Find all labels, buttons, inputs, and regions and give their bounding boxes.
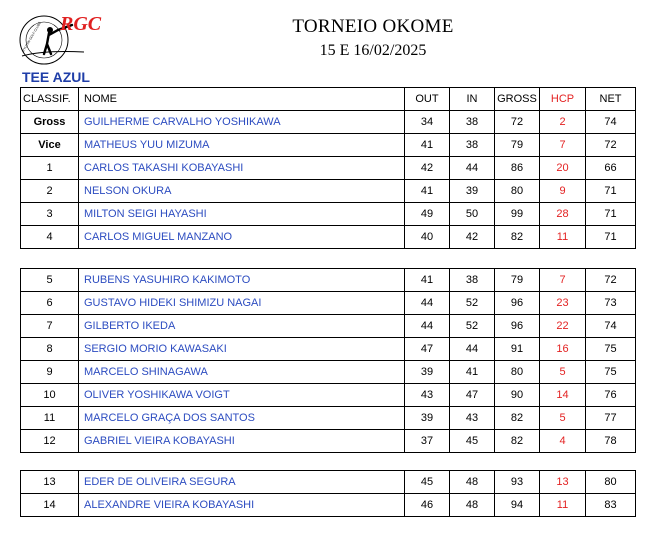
in-cell: 38 — [450, 111, 495, 134]
results-table-3 — [20, 470, 636, 517]
table-row — [21, 180, 636, 203]
classif-cell: Vice — [21, 134, 79, 157]
hcp-cell: 16 — [540, 338, 586, 361]
hcp-cell: 4 — [540, 430, 586, 453]
in-cell: 41 — [450, 361, 495, 384]
hcp-cell: 7 — [540, 134, 586, 157]
out-cell: 37 — [405, 430, 450, 453]
tee-label: TEE AZUL — [22, 69, 90, 85]
net-cell: 71 — [586, 226, 636, 249]
hcp-cell: 9 — [540, 180, 586, 203]
out-cell: 40 — [405, 226, 450, 249]
player-name-cell: MARCELO GRAÇA DOS SANTOS — [79, 407, 405, 430]
net-cell: 74 — [586, 315, 636, 338]
classif-cell: 12 — [21, 430, 79, 453]
hcp-cell: 11 — [540, 226, 586, 249]
hcp-cell: 11 — [540, 494, 586, 517]
table-row — [21, 494, 636, 517]
table-row — [21, 203, 636, 226]
net-cell: 78 — [586, 430, 636, 453]
col-out: OUT — [405, 88, 450, 111]
classif-cell: 13 — [21, 471, 79, 494]
table-row — [21, 134, 636, 157]
net-cell: 74 — [586, 111, 636, 134]
in-cell: 38 — [450, 269, 495, 292]
classif-cell: 1 — [21, 157, 79, 180]
out-cell: 39 — [405, 361, 450, 384]
golfer-logo-icon — [14, 6, 110, 68]
net-cell: 71 — [586, 203, 636, 226]
classif-cell: 5 — [21, 269, 79, 292]
gross-cell: 79 — [495, 269, 540, 292]
hcp-cell: 13 — [540, 471, 586, 494]
net-cell: 83 — [586, 494, 636, 517]
net-cell: 75 — [586, 338, 636, 361]
gross-cell: 72 — [495, 111, 540, 134]
col-classif: CLASSIF. — [21, 88, 79, 111]
hcp-cell: 7 — [540, 269, 586, 292]
out-cell: 41 — [405, 180, 450, 203]
table-row — [21, 111, 636, 134]
classif-cell: 9 — [21, 361, 79, 384]
table-row — [21, 157, 636, 180]
classif-cell: 8 — [21, 338, 79, 361]
in-cell: 52 — [450, 292, 495, 315]
player-name-cell: GABRIEL VIEIRA KOBAYASHI — [79, 430, 405, 453]
hcp-cell: 14 — [540, 384, 586, 407]
classif-cell: 6 — [21, 292, 79, 315]
gross-cell: 86 — [495, 157, 540, 180]
table-header-row — [21, 88, 636, 111]
net-cell: 73 — [586, 292, 636, 315]
player-name-cell: OLIVER YOSHIKAWA VOIGT — [79, 384, 405, 407]
table-row — [21, 384, 636, 407]
in-cell: 44 — [450, 338, 495, 361]
net-cell: 80 — [586, 471, 636, 494]
in-cell: 50 — [450, 203, 495, 226]
table-row — [21, 269, 636, 292]
col-in: IN — [450, 88, 495, 111]
col-net: NET — [586, 88, 636, 111]
classif-cell: 3 — [21, 203, 79, 226]
in-cell: 45 — [450, 430, 495, 453]
hcp-cell: 23 — [540, 292, 586, 315]
in-cell: 39 — [450, 180, 495, 203]
player-name-cell: CARLOS TAKASHI KOBAYASHI — [79, 157, 405, 180]
hcp-cell: 28 — [540, 203, 586, 226]
hcp-cell: 2 — [540, 111, 586, 134]
gross-cell: 96 — [495, 315, 540, 338]
net-cell: 72 — [586, 134, 636, 157]
player-name-cell: GILBERTO IKEDA — [79, 315, 405, 338]
gross-cell: 82 — [495, 407, 540, 430]
classif-cell: 14 — [21, 494, 79, 517]
gross-cell: 99 — [495, 203, 540, 226]
results-table-2 — [20, 268, 636, 453]
col-gross: GROSS — [495, 88, 540, 111]
net-cell: 76 — [586, 384, 636, 407]
net-cell: 72 — [586, 269, 636, 292]
hcp-cell: 22 — [540, 315, 586, 338]
player-name-cell: MARCELO SHINAGAWA — [79, 361, 405, 384]
classif-cell: 11 — [21, 407, 79, 430]
col-hcp: HCP — [540, 88, 586, 111]
out-cell: 45 — [405, 471, 450, 494]
in-cell: 47 — [450, 384, 495, 407]
in-cell: 43 — [450, 407, 495, 430]
gross-cell: 82 — [495, 430, 540, 453]
table-row — [21, 430, 636, 453]
hcp-cell: 5 — [540, 361, 586, 384]
out-cell: 46 — [405, 494, 450, 517]
player-name-cell: MATHEUS YUU MIZUMA — [79, 134, 405, 157]
table-row — [21, 315, 636, 338]
player-name-cell: RUBENS YASUHIRO KAKIMOTO — [79, 269, 405, 292]
classif-cell: 4 — [21, 226, 79, 249]
net-cell: 66 — [586, 157, 636, 180]
table-row — [21, 226, 636, 249]
out-cell: 39 — [405, 407, 450, 430]
col-nome: NOME — [79, 88, 405, 111]
net-cell: 71 — [586, 180, 636, 203]
classif-cell: 7 — [21, 315, 79, 338]
in-cell: 48 — [450, 471, 495, 494]
player-name-cell: GUSTAVO HIDEKI SHIMIZU NAGAI — [79, 292, 405, 315]
in-cell: 48 — [450, 494, 495, 517]
gross-cell: 79 — [495, 134, 540, 157]
player-name-cell: CARLOS MIGUEL MANZANO — [79, 226, 405, 249]
logo-text: RGC — [60, 13, 102, 35]
net-cell: 77 — [586, 407, 636, 430]
net-cell: 75 — [586, 361, 636, 384]
table-row — [21, 292, 636, 315]
header — [230, 16, 516, 61]
logo-ring-text: RYUTAN GOLF CLUBE — [21, 21, 42, 53]
in-cell: 44 — [450, 157, 495, 180]
player-name-cell: EDER DE OLIVEIRA SEGURA — [79, 471, 405, 494]
gross-cell: 94 — [495, 494, 540, 517]
out-cell: 47 — [405, 338, 450, 361]
in-cell: 42 — [450, 226, 495, 249]
out-cell: 41 — [405, 269, 450, 292]
gross-cell: 91 — [495, 338, 540, 361]
table-row — [21, 338, 636, 361]
page-title: TORNEIO OKOME — [292, 16, 454, 37]
page-subtitle: 15 E 16/02/2025 — [319, 42, 427, 59]
gross-cell: 80 — [495, 180, 540, 203]
in-cell: 52 — [450, 315, 495, 338]
player-name-cell: SERGIO MORIO KAWASAKI — [79, 338, 405, 361]
hcp-cell: 20 — [540, 157, 586, 180]
classif-cell: Gross — [21, 111, 79, 134]
table-row — [21, 471, 636, 494]
out-cell: 34 — [405, 111, 450, 134]
player-name-cell: NELSON OKURA — [79, 180, 405, 203]
player-name-cell: MILTON SEIGI HAYASHI — [79, 203, 405, 226]
gross-cell: 82 — [495, 226, 540, 249]
out-cell: 41 — [405, 134, 450, 157]
player-name-cell: GUILHERME CARVALHO YOSHIKAWA — [79, 111, 405, 134]
hcp-cell: 5 — [540, 407, 586, 430]
club-logo — [14, 6, 110, 68]
out-cell: 42 — [405, 157, 450, 180]
out-cell: 43 — [405, 384, 450, 407]
player-name-cell: ALEXANDRE VIEIRA KOBAYASHI — [79, 494, 405, 517]
gross-cell: 96 — [495, 292, 540, 315]
out-cell: 44 — [405, 292, 450, 315]
table-row — [21, 407, 636, 430]
gross-cell: 90 — [495, 384, 540, 407]
out-cell: 49 — [405, 203, 450, 226]
out-cell: 44 — [405, 315, 450, 338]
table-row — [21, 361, 636, 384]
gross-cell: 93 — [495, 471, 540, 494]
gross-cell: 80 — [495, 361, 540, 384]
in-cell: 38 — [450, 134, 495, 157]
results-table-1 — [20, 87, 636, 249]
classif-cell: 10 — [21, 384, 79, 407]
classif-cell: 2 — [21, 180, 79, 203]
